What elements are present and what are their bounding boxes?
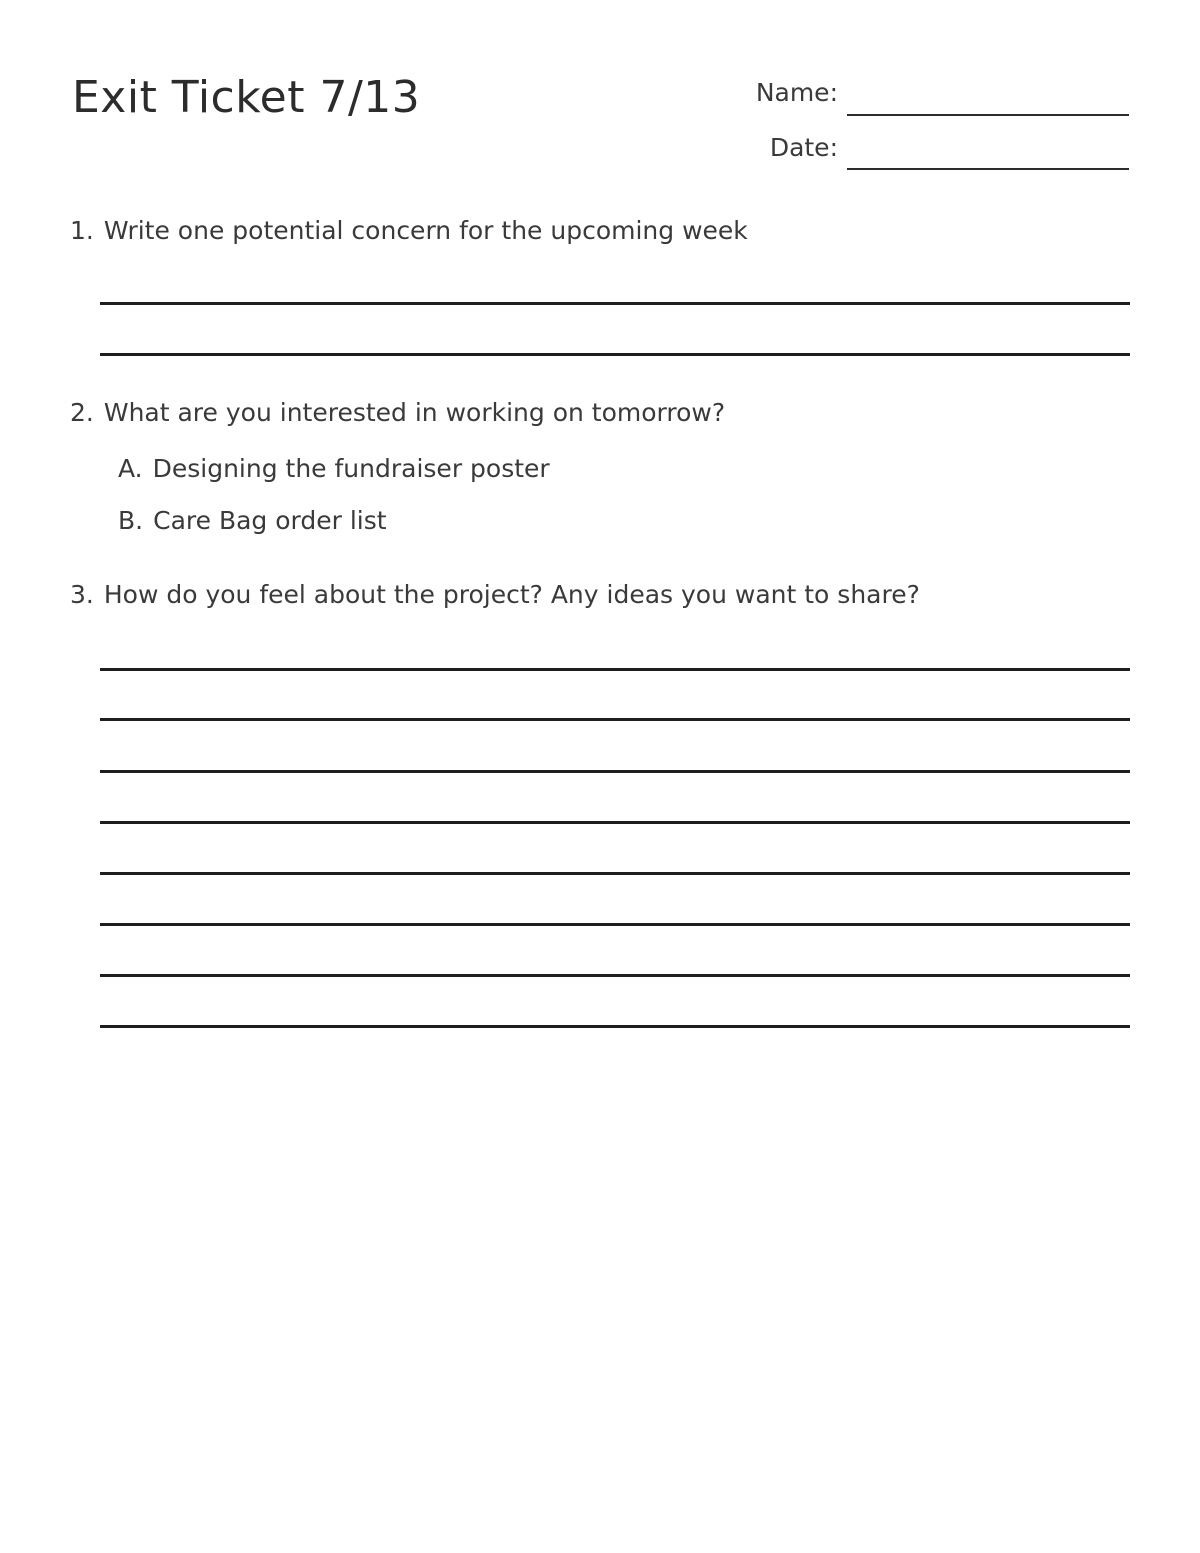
answer-line-q3-5[interactable]: [100, 872, 1130, 875]
question-text: How do you feel about the project? Any ideas you want to share?: [103, 580, 920, 609]
option-text: Designing the fundraiser poster: [152, 454, 550, 483]
answer-line-q1-2[interactable]: [100, 353, 1130, 356]
question-text: Write one potential concern for the upcoming week: [103, 216, 748, 245]
answer-line-q3-7[interactable]: [100, 974, 1130, 977]
name-field-line[interactable]: [847, 114, 1129, 116]
answer-line-q3-4[interactable]: [100, 821, 1130, 824]
answer-line-q3-3[interactable]: [100, 770, 1130, 773]
question-number: 1.: [70, 216, 94, 245]
question-3: [70, 580, 920, 609]
question-text: What are you interested in working on tomorrow?: [103, 398, 726, 427]
question-number: 2.: [70, 398, 94, 427]
date-field-line[interactable]: [847, 168, 1129, 170]
question-2: [70, 398, 725, 427]
date-label: Date:: [769, 133, 838, 162]
page-title: Exit Ticket 7/13: [72, 72, 421, 123]
name-label: Name:: [755, 78, 838, 107]
option-text: Care Bag order list: [153, 506, 387, 535]
option-b[interactable]: [118, 506, 387, 535]
answer-line-q3-2[interactable]: [100, 718, 1130, 721]
answer-line-q3-6[interactable]: [100, 923, 1130, 926]
question-1: [70, 216, 748, 245]
question-number: 3.: [70, 580, 94, 609]
answer-line-q1-1[interactable]: [100, 302, 1130, 305]
option-a[interactable]: [118, 454, 550, 483]
option-letter: B.: [118, 506, 144, 535]
answer-line-q3-1[interactable]: [100, 668, 1130, 671]
answer-line-q3-8[interactable]: [100, 1025, 1130, 1028]
option-letter: A.: [118, 454, 143, 483]
